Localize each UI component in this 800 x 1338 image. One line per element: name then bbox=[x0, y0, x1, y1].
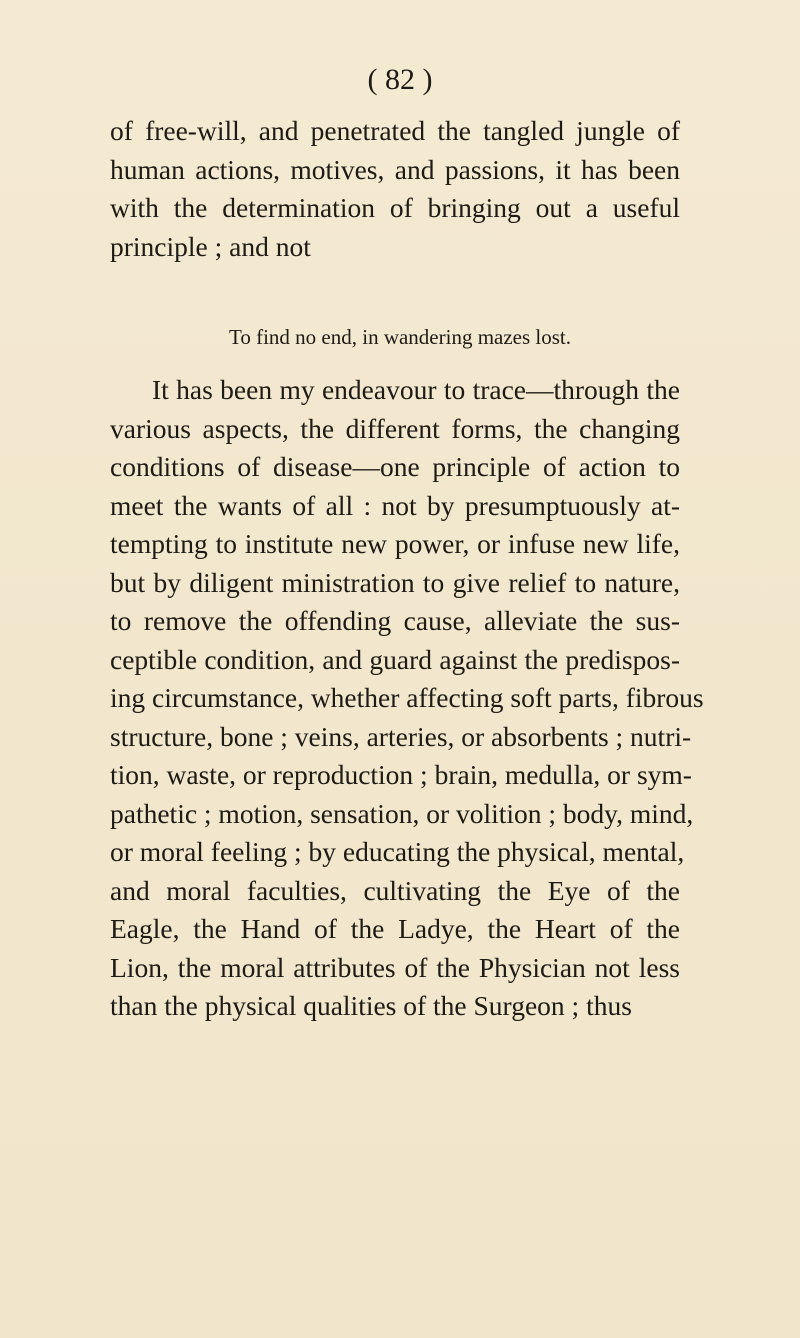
text-line: various aspects, the different forms, the changing bbox=[110, 412, 680, 444]
text-line: but by diligent ministration to give relief to nature, bbox=[110, 566, 680, 598]
text-line: human actions, motives, and passions, it has been bbox=[110, 153, 680, 185]
text-line: to remove the offending cause, alleviate the sus- bbox=[110, 605, 680, 636]
text-line: Lion, the moral attributes of the Physician not less bbox=[110, 951, 680, 983]
text-line: It has been my endeavour to trace—through the bbox=[152, 374, 680, 405]
text-line: than the physical qualities of the Surgeon ; thus bbox=[110, 990, 632, 1021]
text-line: conditions of disease—one principle of action to bbox=[110, 451, 680, 482]
paragraph-continued bbox=[110, 112, 680, 266]
text-line: ceptible condition, and guard against the predispos- bbox=[110, 643, 680, 675]
text-line: pathetic ; motion, sensation, or volition ; body, mind, bbox=[110, 797, 694, 829]
text-line: Eagle, the Hand of the Ladye, the Heart of the bbox=[110, 913, 680, 944]
text-line: meet the wants of all : not by presumptuously at- bbox=[110, 489, 680, 521]
text-line: ing circumstance, whether affecting soft parts, fibrous bbox=[110, 682, 704, 713]
text-line: tempting to institute new power, or infuse new life, bbox=[110, 528, 680, 559]
text-line: with the determination of bringing out a useful bbox=[110, 192, 680, 223]
text-line: or moral feeling ; by educating the physical, mental, bbox=[110, 836, 685, 867]
paragraph bbox=[110, 371, 704, 1026]
text-line: of free-will, and penetrated the tangled jungle of bbox=[110, 115, 680, 146]
text-line: tion, waste, or reproduction ; brain, medulla, or sym- bbox=[110, 759, 692, 790]
text-line: principle ; and not bbox=[110, 230, 311, 262]
text-line: structure, bone ; veins, arteries, or absorbents ; nutri- bbox=[110, 720, 692, 752]
page-number: ( 82 ) bbox=[367, 63, 433, 96]
quotation-line: To find no end, in wandering mazes lost. bbox=[228, 325, 572, 349]
text-line: and moral faculties, cultivating the Eye of the bbox=[110, 874, 680, 906]
